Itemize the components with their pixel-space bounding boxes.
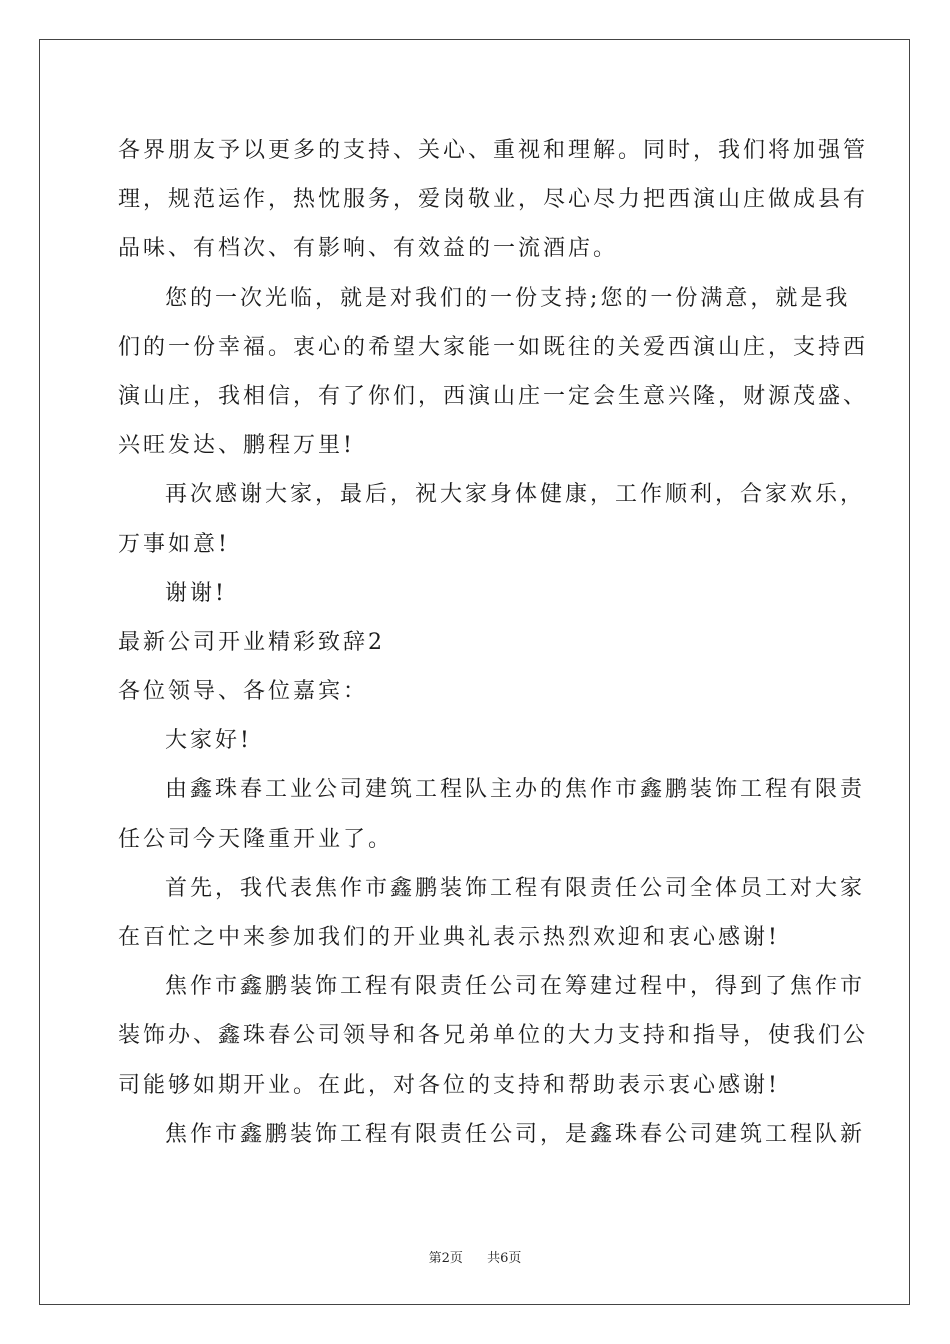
- body-line: 品味、有档次、有影响、有效益的一流酒店。: [118, 236, 619, 262]
- salutation-line: 各位领导、各位嘉宾：: [118, 679, 369, 705]
- paragraph-start-line: 再次感谢大家，最后，祝大家身体健康，工作顺利，合家欢乐，: [165, 482, 866, 508]
- body-line: 们的一份幸福。衷心的希望大家能一如既往的关爱西演山庄，支持西: [118, 334, 869, 360]
- body-line: 理，规范运作，热忱服务，爱岗敬业，尽心尽力把西演山庄做成县有: [118, 187, 869, 213]
- page-number: 第2页: [428, 1251, 463, 1266]
- paragraph-start-line: 您的一次光临，就是对我们的一份支持;您的一份满意，就是我: [165, 285, 851, 311]
- body-line: 在百忙之中来参加我们的开业典礼表示热烈欢迎和衷心感谢!: [118, 925, 780, 950]
- body-line: 装饰办、鑫珠春公司领导和各兄弟单位的大力支持和指导，使我们公: [118, 1023, 869, 1049]
- body-line: 任公司今天隆重开业了。: [118, 826, 394, 852]
- body-line: 演山庄，我相信，有了你们，西演山庄一定会生意兴隆，财源茂盛、: [118, 383, 869, 409]
- page-total: 共6页: [487, 1251, 522, 1266]
- document-body: [118, 126, 869, 1159]
- section-heading: 最新公司开业精彩致辞2: [118, 629, 385, 655]
- paragraph-start-line: 大家好!: [165, 728, 252, 754]
- paragraph-start-line: 由鑫珠春工业公司建筑工程队主办的焦作市鑫鹏装饰工程有限责: [165, 777, 866, 803]
- paragraph-start-line: 焦作市鑫鹏装饰工程有限责任公司，是鑫珠春公司建筑工程队新: [165, 1121, 866, 1147]
- paragraph-start-line: 焦作市鑫鹏装饰工程有限责任公司在筹建过程中，得到了焦作市: [165, 974, 866, 1000]
- body-line: 兴旺发达、鹏程万里!: [118, 433, 355, 459]
- body-line: 司能够如期开业。在此，对各位的支持和帮助表示衷心感谢!: [118, 1072, 780, 1098]
- page-footer: [0, 1247, 950, 1266]
- body-line: 万事如意!: [118, 531, 230, 557]
- body-line: 各界朋友予以更多的支持、关心、重视和理解。同时，我们将加强管: [118, 138, 869, 163]
- paragraph-start-line: 谢谢!: [165, 580, 227, 606]
- paragraph-start-line: 首先，我代表焦作市鑫鹏装饰工程有限责任公司全体员工对大家: [165, 875, 866, 901]
